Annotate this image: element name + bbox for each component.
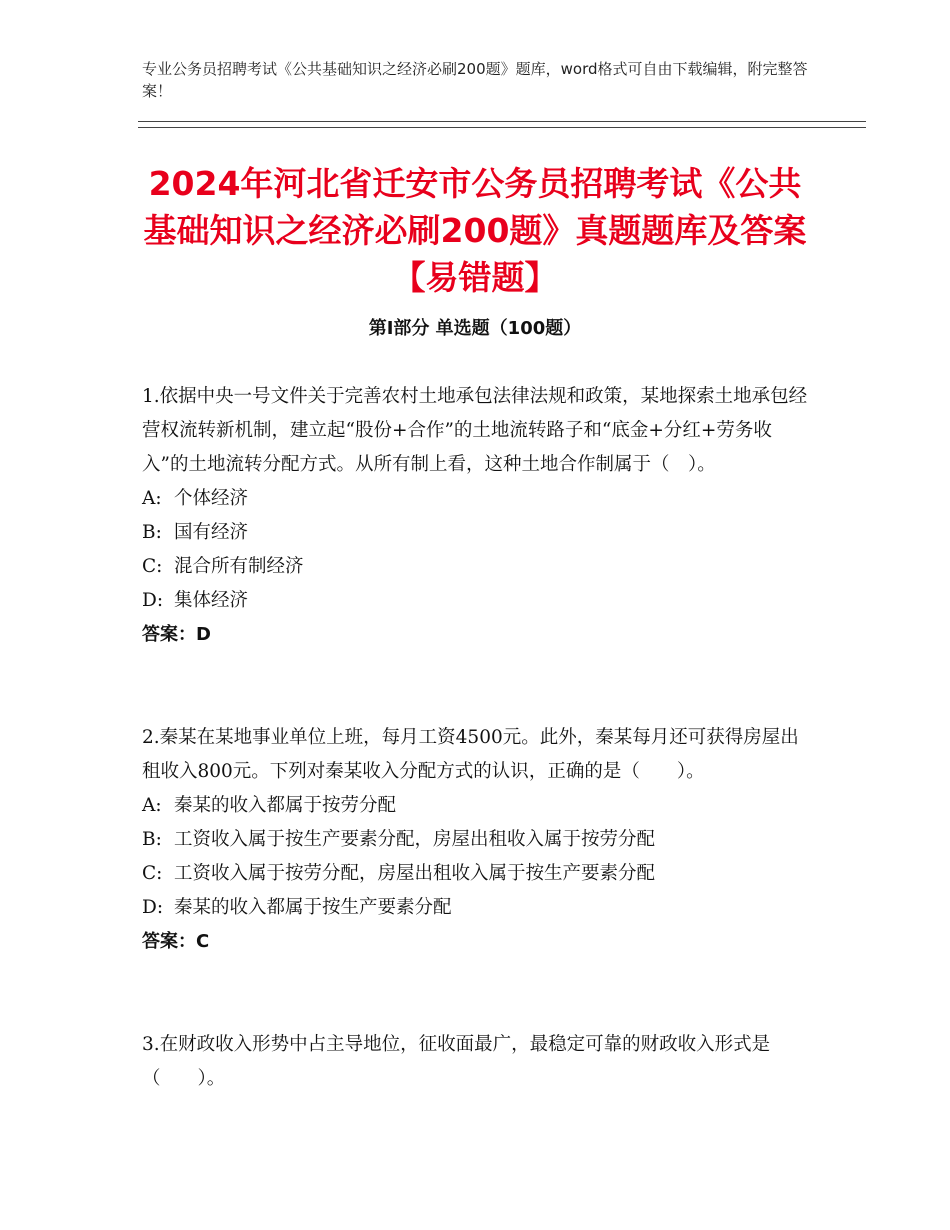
option-text: 工资收入属于按生产要素分配，房屋出租收入属于按劳分配 bbox=[174, 829, 656, 850]
option-key: B: bbox=[142, 522, 162, 543]
document-title: 2024年河北省迁安市公务员招聘考试《公共基础知识之经济必刷200题》真题题库及答案【易错题】 bbox=[143, 164, 807, 297]
option-c bbox=[142, 857, 810, 891]
option-d bbox=[142, 891, 810, 925]
option-text: 混合所有制经济 bbox=[174, 556, 304, 577]
option-text: 工资收入属于按劳分配，房屋出租收入属于按生产要素分配 bbox=[174, 863, 656, 884]
question-stem: 3.在财政收入形势中占主导地位，征收面最广，最稳定可靠的财政收入形式是（ ）。 bbox=[142, 1034, 771, 1089]
option-text: 秦某的收入都属于按劳分配 bbox=[174, 795, 397, 816]
option-key: D: bbox=[142, 897, 164, 918]
answer-label: 答案：D bbox=[142, 624, 211, 645]
answer-label: 答案：C bbox=[142, 931, 210, 952]
option-b bbox=[142, 516, 810, 550]
question-3 bbox=[142, 1028, 810, 1096]
section-heading: 第Ⅰ部分 单选题（100题） bbox=[368, 318, 582, 339]
option-text: 秦某的收入都属于按生产要素分配 bbox=[174, 897, 452, 918]
option-key: C: bbox=[142, 863, 163, 884]
question-1 bbox=[142, 380, 810, 652]
option-b bbox=[142, 823, 810, 857]
option-key: A: bbox=[142, 795, 162, 816]
option-key: D: bbox=[142, 590, 164, 611]
option-a bbox=[142, 482, 810, 516]
option-key: C: bbox=[142, 556, 163, 577]
option-text: 集体经济 bbox=[174, 590, 249, 611]
question-stem: 2.秦某在某地事业单位上班，每月工资4500元。此外，秦某每月还可获得房屋出租收入800元。下列对秦某收入分配方式的认识，正确的是（ ）。 bbox=[142, 727, 799, 782]
option-c bbox=[142, 550, 810, 584]
option-text: 个体经济 bbox=[174, 488, 249, 509]
question-2 bbox=[142, 721, 810, 959]
option-key: B: bbox=[142, 829, 162, 850]
option-d bbox=[142, 584, 810, 618]
header-note: 专业公务员招聘考试《公共基础知识之经济必刷200题》题库，word格式可自由下载编辑，附完整答案！ bbox=[142, 60, 808, 100]
option-text: 国有经济 bbox=[174, 522, 249, 543]
header-divider bbox=[138, 121, 866, 128]
option-a bbox=[142, 789, 810, 823]
question-stem: 1.依据中央一号文件关于完善农村土地承包法律法规和政策，某地探索土地承包经营权流转新机制，建立起“股份+合作”的土地流转路子和“底金+分红+劳务收入”的土地流转分配方式。从所有制上看，这种土地合作制属于（ ）。 bbox=[142, 386, 808, 475]
option-key: A: bbox=[142, 488, 162, 509]
